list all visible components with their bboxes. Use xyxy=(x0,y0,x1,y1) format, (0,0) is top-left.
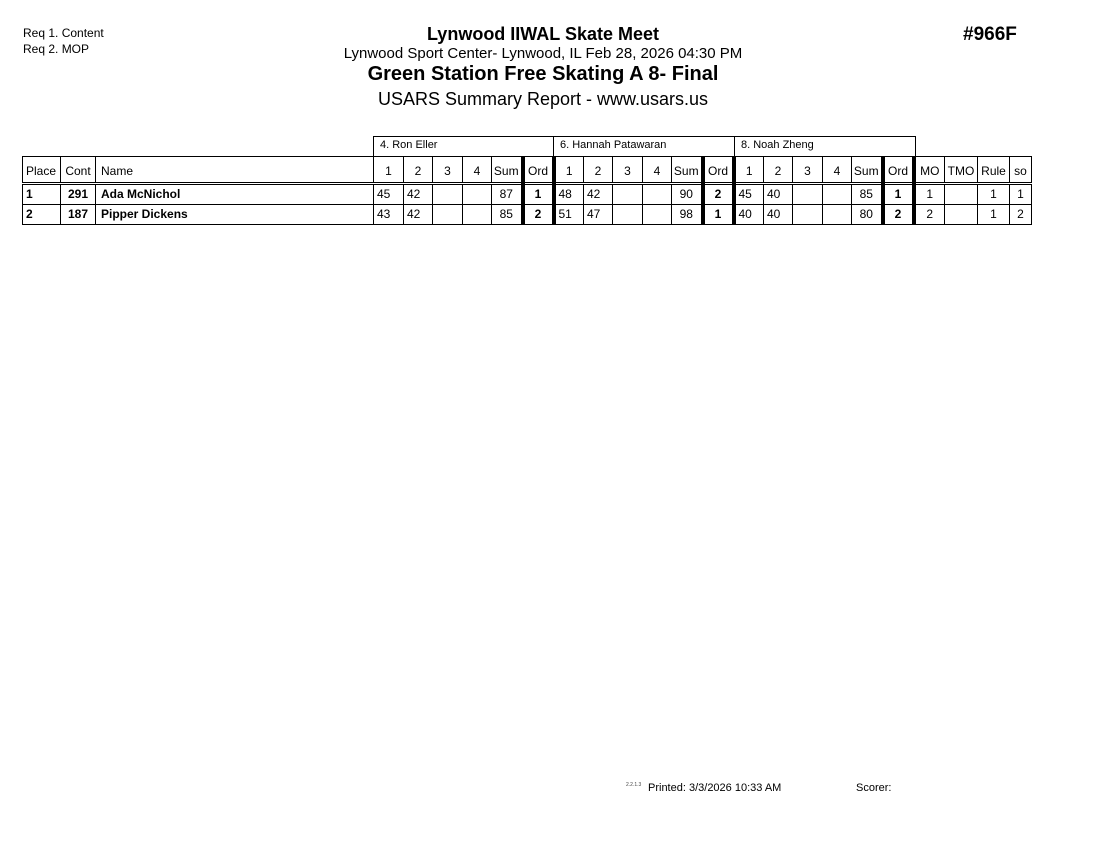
meet-name: Lynwood IIWAL Skate Meet xyxy=(426,24,660,44)
requirement-1: Req 1. Content xyxy=(23,26,104,40)
report-id: #966F xyxy=(963,24,1017,45)
j3-col-4: 4 xyxy=(823,157,852,184)
cont-cell: 291 xyxy=(61,184,96,205)
rule-cell: 1 xyxy=(978,184,1010,205)
judge-header-1: 4. Ron Eller xyxy=(373,136,554,156)
j2-ord: 1 xyxy=(703,205,734,225)
requirement-2: Req 2. MOP xyxy=(23,42,90,56)
tmo-cell xyxy=(945,184,978,205)
j3-ord: 1 xyxy=(883,184,914,205)
j2-score-3 xyxy=(613,205,643,225)
j2-col-1: 1 xyxy=(554,157,584,184)
j2-sum: 98 xyxy=(672,205,703,225)
j1-col-2: 2 xyxy=(404,157,433,184)
results-table xyxy=(22,156,1032,225)
j1-score-3 xyxy=(433,205,463,225)
j2-sum: 90 xyxy=(672,184,703,205)
j2-col-ord: Ord xyxy=(703,157,734,184)
j3-col-2: 2 xyxy=(764,157,793,184)
j1-col-1: 1 xyxy=(374,157,404,184)
j2-score-4 xyxy=(643,184,672,205)
header-row xyxy=(23,157,1032,184)
j1-col-ord: Ord xyxy=(523,157,554,184)
j2-col-2: 2 xyxy=(584,157,613,184)
j3-sum: 85 xyxy=(852,184,883,205)
so-cell: 1 xyxy=(1010,184,1032,205)
j2-col-3: 3 xyxy=(613,157,643,184)
j2-score-2: 42 xyxy=(584,184,613,205)
j3-score-4 xyxy=(823,205,852,225)
event-name: Green Station Free Skating A 8- Final xyxy=(367,63,719,85)
j2-score-3 xyxy=(613,184,643,205)
j3-score-3 xyxy=(793,184,823,205)
so-cell: 2 xyxy=(1010,205,1032,225)
j2-ord: 2 xyxy=(703,184,734,205)
j3-col-3: 3 xyxy=(793,157,823,184)
report-title: USARS Summary Report - www.usars.us xyxy=(377,89,709,109)
j3-score-1: 45 xyxy=(734,184,764,205)
j2-score-2: 47 xyxy=(584,205,613,225)
j3-score-1: 40 xyxy=(734,205,764,225)
j1-score-3 xyxy=(433,184,463,205)
j1-sum: 85 xyxy=(492,205,523,225)
j1-score-4 xyxy=(463,205,492,225)
j3-sum: 80 xyxy=(852,205,883,225)
col-name: Name xyxy=(96,157,374,184)
j3-col-ord: Ord xyxy=(883,157,914,184)
name-cell: Ada McNichol xyxy=(96,184,374,205)
scorer-label: Scorer: xyxy=(856,782,892,794)
j1-score-2: 42 xyxy=(404,205,433,225)
j2-score-1: 48 xyxy=(554,184,584,205)
j3-score-2: 40 xyxy=(764,184,793,205)
col-so: so xyxy=(1010,157,1032,184)
mo-cell: 2 xyxy=(914,205,945,225)
j3-score-2: 40 xyxy=(764,205,793,225)
j2-col-sum: Sum xyxy=(672,157,703,184)
j1-col-3: 3 xyxy=(433,157,463,184)
table-row xyxy=(23,184,1032,205)
place-cell: 1 xyxy=(23,184,61,205)
j1-ord: 2 xyxy=(523,205,554,225)
col-mo: MO xyxy=(914,157,945,184)
printed-timestamp: Printed: 3/3/2026 10:33 AM xyxy=(648,782,782,794)
col-place: Place xyxy=(23,157,61,184)
location-datetime: Lynwood Sport Center- Lynwood, IL Feb 28, 2026 04:30 PM xyxy=(343,45,743,62)
j1-col-4: 4 xyxy=(463,157,492,184)
j1-col-sum: Sum xyxy=(492,157,523,184)
j1-score-1: 43 xyxy=(374,205,404,225)
j2-score-1: 51 xyxy=(554,205,584,225)
judge-header-3: 8. Noah Zheng xyxy=(734,136,916,156)
col-cont: Cont xyxy=(61,157,96,184)
j3-ord: 2 xyxy=(883,205,914,225)
place-cell: 2 xyxy=(23,205,61,225)
col-tmo: TMO xyxy=(945,157,978,184)
j3-score-3 xyxy=(793,205,823,225)
j3-score-4 xyxy=(823,184,852,205)
j2-col-4: 4 xyxy=(643,157,672,184)
rule-cell: 1 xyxy=(978,205,1010,225)
j3-col-sum: Sum xyxy=(852,157,883,184)
version-label: 2.2.1.3 xyxy=(626,782,642,788)
j3-col-1: 1 xyxy=(734,157,764,184)
j1-score-2: 42 xyxy=(404,184,433,205)
col-rule: Rule xyxy=(978,157,1010,184)
j1-score-1: 45 xyxy=(374,184,404,205)
j1-sum: 87 xyxy=(492,184,523,205)
j2-score-4 xyxy=(643,205,672,225)
cont-cell: 187 xyxy=(61,205,96,225)
tmo-cell xyxy=(945,205,978,225)
judge-header-2: 6. Hannah Patawaran xyxy=(553,136,735,156)
table-row xyxy=(23,205,1032,225)
mo-cell: 1 xyxy=(914,184,945,205)
j1-score-4 xyxy=(463,184,492,205)
name-cell: Pipper Dickens xyxy=(96,205,374,225)
j1-ord: 1 xyxy=(523,184,554,205)
